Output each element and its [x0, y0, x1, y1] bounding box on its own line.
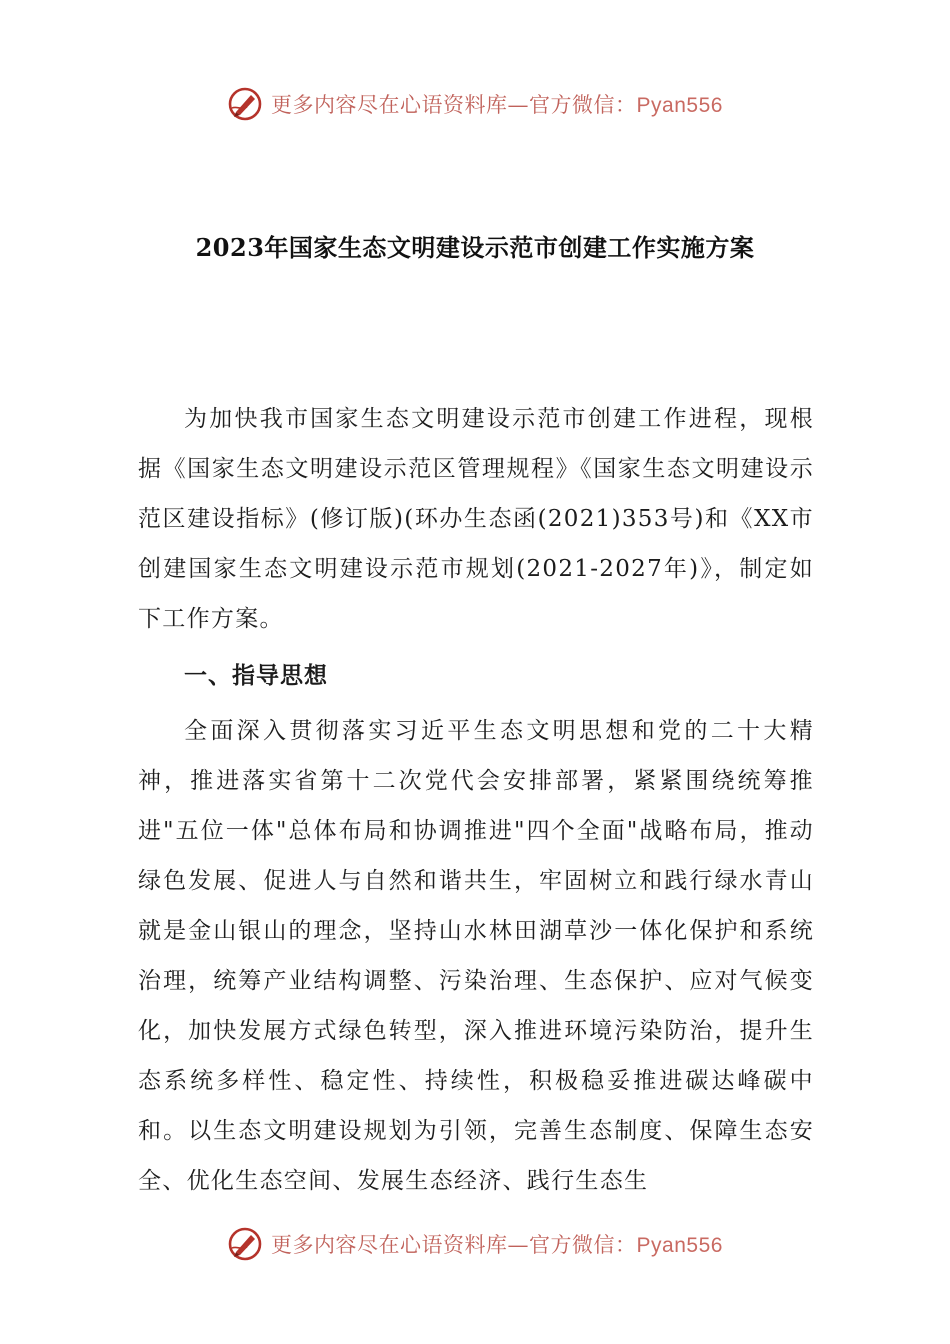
pen-circle-logo-icon	[227, 86, 263, 122]
watermark-banner-bottom	[0, 1222, 950, 1266]
pen-circle-logo-icon	[227, 1226, 263, 1262]
watermark-wechat-id: Pyan556	[636, 94, 723, 117]
intro-paragraph: 为加快我市国家生态文明建设示范市创建工作进程，现根据《国家生态文明建设示范区管理规程》《国家生态文明建设示范区建设指标》(修订版)(环办生态函(2021)353号)和《XX市创建国家生态文明建设示范市规划(2021-2027年)》，制定如下工作方案。	[138, 406, 814, 632]
guiding-ideology-paragraph: 全面深入贯彻落实习近平生态文明思想和党的二十大精神，推进落实省第十二次党代会安排部署，紧紧围绕统筹推进"五位一体"总体布局和协调推进"四个全面"战略布局，推动绿色发展、促进人与自然和谐共生，牢固树立和践行绿水青山就是金山银山的理念，坚持山水林田湖草沙一体化保护和系统治理，统筹产业结构调整、污染治理、生态保护、应对气候变化，加快发展方式绿色转型，深入推进环境污染防治，提升生态系统多样性、稳定性、持续性，积极稳妥推进碳达峰碳中和。以生态文明建设规划为引领，完善生态制度、保障生态安全、优化生态空间、发展生态经济、践行生态生	[138, 718, 814, 1194]
section-heading-guiding-ideology: 一、指导思想	[184, 662, 328, 689]
watermark-main-text: 更多内容尽在心语资料库—官方微信：	[271, 93, 637, 117]
watermark-banner-top	[0, 82, 950, 126]
watermark-text	[271, 1229, 723, 1259]
watermark-text	[271, 89, 723, 119]
watermark-wechat-id: Pyan556	[636, 1234, 723, 1257]
watermark-main-text: 更多内容尽在心语资料库—官方微信：	[271, 1233, 637, 1257]
document-body	[138, 394, 814, 1206]
document-title: 2023年国家生态文明建设示范市创建工作实施方案	[195, 233, 755, 262]
